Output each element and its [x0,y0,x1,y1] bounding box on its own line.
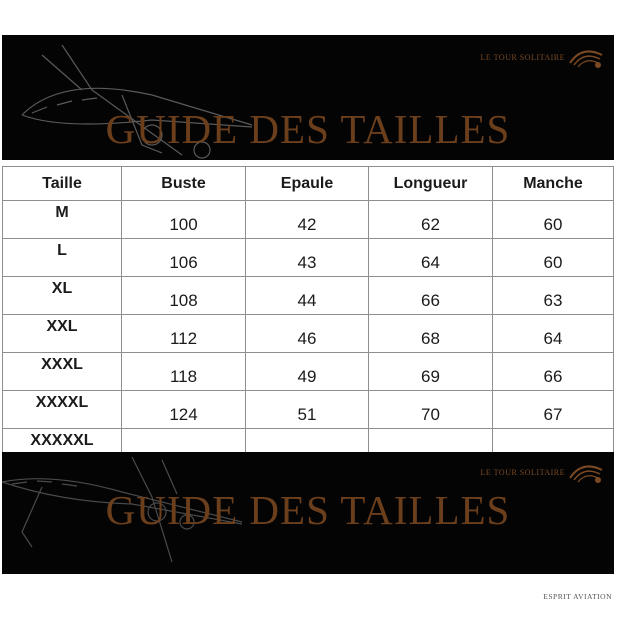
chest-value: 112 [122,315,246,353]
sleeve-value: 66 [493,353,614,391]
header-sleeve: Manche [493,167,614,201]
size-label: XXXXL [3,391,122,429]
brand-name: LE TOUR SOLITAIRE [480,467,565,477]
sleeve-value: 67 [493,391,614,429]
table-row [3,315,614,353]
header-shoulder: Epaule [246,167,369,201]
sleeve-value: 63 [493,277,614,315]
sleeve-value: 60 [493,201,614,239]
shoulder-value: 43 [246,239,369,277]
chest-value: 108 [122,277,246,315]
sleeve-value: 60 [493,239,614,277]
shoulder-value: 42 [246,201,369,239]
chest-value: 100 [122,201,246,239]
brand-mark [481,458,604,486]
chest-value: 106 [122,239,246,277]
size-chart-table [2,166,614,467]
size-label: M [3,201,122,239]
sleeve-value: 64 [493,315,614,353]
bird-wing-logo-icon [568,43,604,71]
shoulder-value: 49 [246,353,369,391]
size-guide-title: GUIDE DES TAILLES [105,106,511,152]
table-row [3,277,614,315]
brand-mark [481,43,604,71]
table-row [3,391,614,429]
header-chest: Buste [122,167,246,201]
size-label: XL [3,277,122,315]
table-row [3,239,614,277]
table-header-row [3,167,614,201]
bird-wing-logo-icon [568,458,604,486]
table-row [3,353,614,391]
chest-value: 124 [122,391,246,429]
length-value: 66 [369,277,493,315]
table-row [3,201,614,239]
length-value: 62 [369,201,493,239]
length-value: 64 [369,239,493,277]
size-label: XXXXXL [3,429,122,467]
shoulder-value: 44 [246,277,369,315]
size-label: XXXL [3,353,122,391]
chest-value: 118 [122,353,246,391]
size-guide-title: GUIDE DES TAILLES [105,487,511,533]
length-value: 69 [369,353,493,391]
length-value: 70 [369,391,493,429]
shoulder-value: 46 [246,315,369,353]
top-banner [2,35,614,160]
shoulder-value: 51 [246,391,369,429]
header-size: Taille [3,167,122,201]
footer-watermark: ESPRIT AVIATION [543,592,612,601]
length-value: 68 [369,315,493,353]
brand-name: LE TOUR SOLITAIRE [480,52,565,62]
header-length: Longueur [369,167,493,201]
size-label: XXL [3,315,122,353]
bottom-banner [2,452,614,574]
size-label: L [3,239,122,277]
